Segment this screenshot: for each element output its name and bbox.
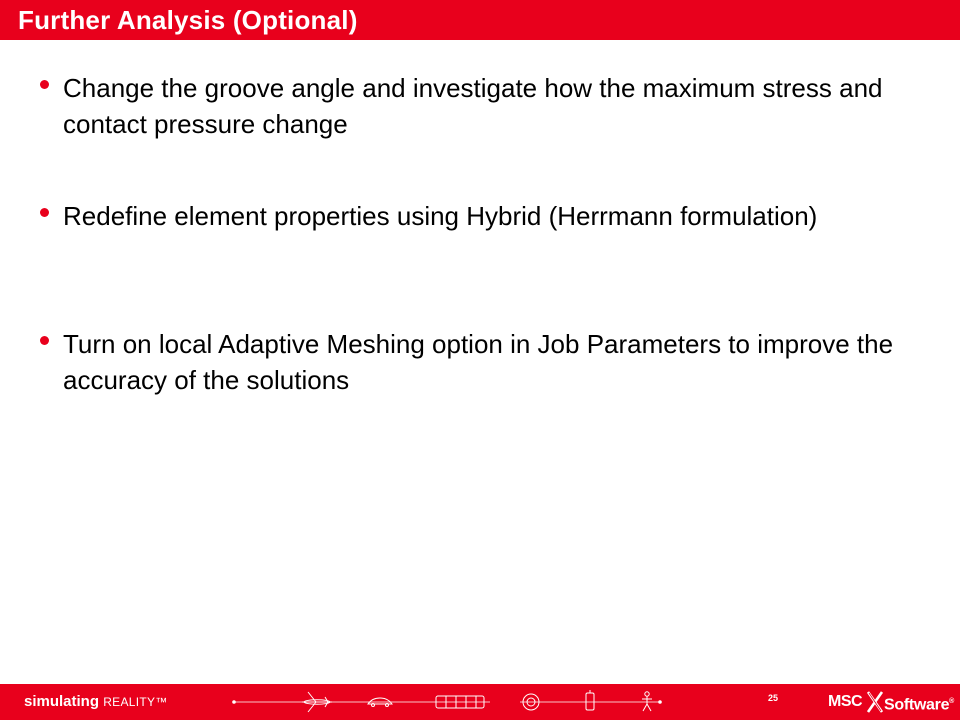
bullet-dot-icon xyxy=(40,208,49,217)
phone-icon xyxy=(586,690,594,710)
msc-software-logo xyxy=(828,690,953,714)
tagline-simulating: simulating xyxy=(24,693,100,710)
footer-bar xyxy=(0,684,960,720)
person-icon xyxy=(642,692,652,711)
bullet-text: Redefine element properties using Hybrid (Herrmann formulation) xyxy=(63,201,818,231)
bullet-dot-icon xyxy=(40,80,49,89)
title-bar xyxy=(0,0,960,40)
tagline-reality: REALITY™ xyxy=(103,695,168,709)
bullet-text: Turn on local Adaptive Meshing option in Job Parameters to improve the accuracy of the solutions xyxy=(63,329,894,395)
bullet-text: Change the groove angle and investigate how the maximum stress and contact pressure change xyxy=(63,73,883,139)
footer-icon-strip xyxy=(228,688,498,716)
brand-software-text: Software xyxy=(884,696,950,714)
footer-icon-strip-right xyxy=(520,688,670,716)
footer-tagline xyxy=(24,693,168,711)
page-number: 25 xyxy=(768,693,779,703)
slide-title: Further Analysis (Optional) xyxy=(18,5,358,35)
brand-x-mark-icon xyxy=(866,690,884,714)
brand-msc: MSC xyxy=(828,693,863,710)
bullet-dot-icon xyxy=(40,336,49,345)
brand-software xyxy=(884,693,954,714)
brand-registered: ® xyxy=(949,698,955,705)
airplane-icon xyxy=(302,692,332,712)
